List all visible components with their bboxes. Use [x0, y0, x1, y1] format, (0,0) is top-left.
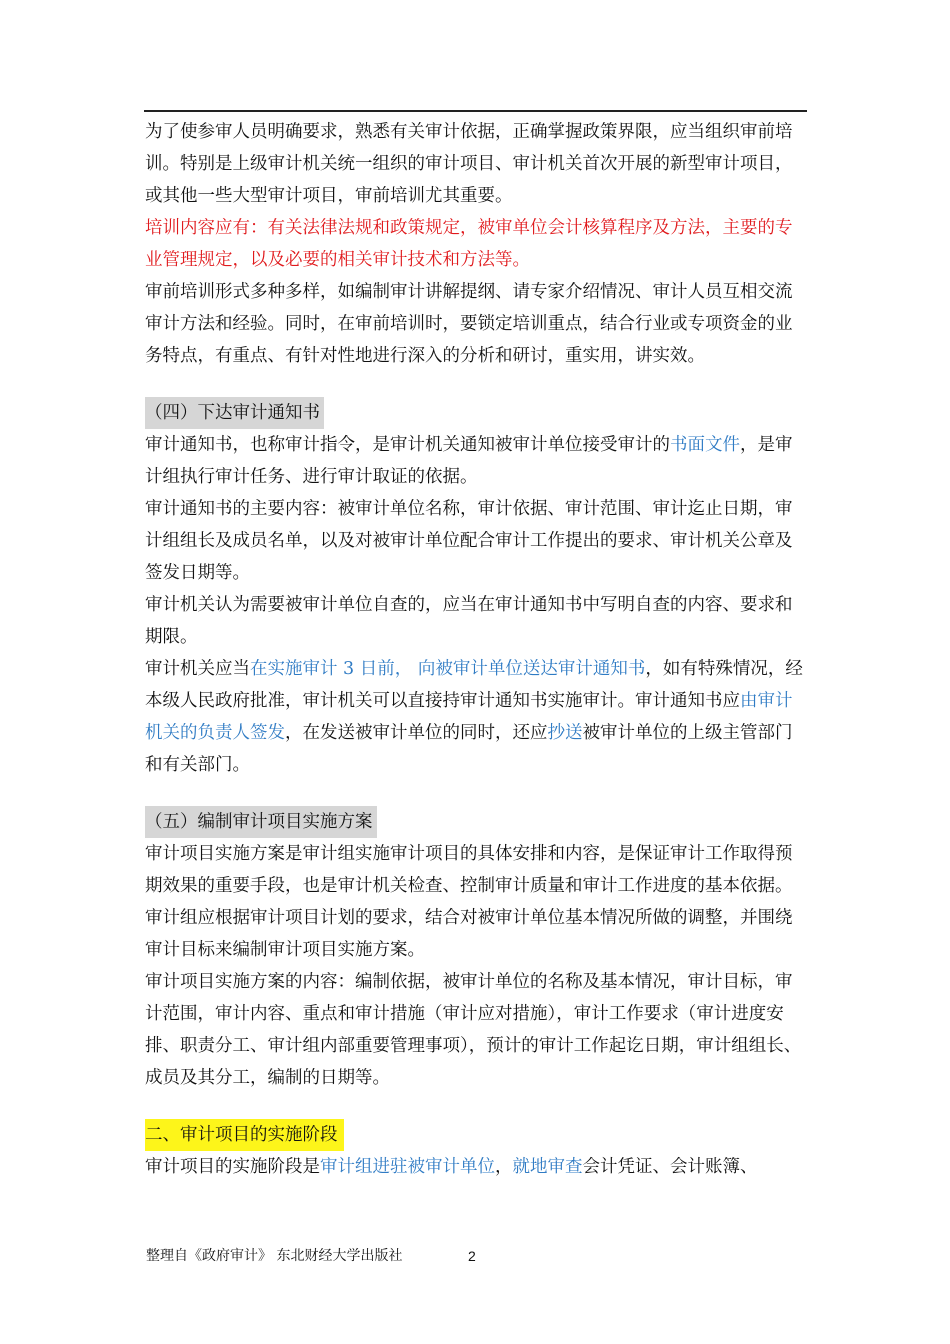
- footer-source: 整理自《政府审计》 东北财经大学出版社: [146, 1248, 403, 1264]
- text-run: 审计项目的实施阶段是: [145, 1157, 320, 1177]
- paragraph-training-forms: 审前培训形式多种多样，如编制审计讲解提纲、请专家介绍情况、审计人员互相交流审计方法和经验。同时，在审前培训时，要锁定培训重点，结合行业或专项资金的业务特点，有重点、有针对性地进行深入的分析和研讨，重实用，讲实效。: [145, 282, 793, 366]
- text-run: ，是审计组执行审计任务、进行审计取证的依据。: [145, 435, 793, 487]
- highlight-written-document: 书面文件: [670, 435, 740, 455]
- text-run: ，如有特殊情况，经本级人民政府批准，审计机关可以直接持审计通知书实施审计。审计通知书应: [145, 659, 803, 711]
- spacer: [145, 372, 807, 397]
- highlight-copy: 抄送: [547, 723, 583, 743]
- text-run: 被审计单位的上级主管部门和有关部门。: [145, 723, 793, 775]
- text-run: 会计凭证、会计账簿、: [582, 1157, 758, 1177]
- chapter-heading-2: [145, 1119, 807, 1151]
- text-run: ，: [495, 1157, 513, 1177]
- paragraph-training-intro: 为了使参审人员明确要求，熟悉有关审计依据，正确掌握政策界限，应当组织审前培训。特别是上级审计机关统一组织的审计项目、审计机关首次开展的新型审计项目，或其他一些大型审计项目，审前培训尤其重要。: [145, 122, 793, 206]
- paragraph-notice-delivery: [145, 653, 807, 781]
- text-run: ，在发送被审计单位的同时，还应: [285, 723, 548, 743]
- document-body: [145, 116, 807, 1183]
- highlight-on-site-review: 就地审查: [512, 1157, 583, 1177]
- highlight-signing: 由审计机关的负责人签发: [145, 691, 793, 743]
- paragraph-notice-definition: [145, 429, 807, 493]
- highlight-entering-unit: 审计组进驻被审计单位: [320, 1157, 495, 1177]
- section-heading-5-text: （五）编制审计项目实施方案: [145, 806, 377, 838]
- highlight-delivery-time: 在实施审计 3 日前， 向被审计单位送达审计通知书: [250, 659, 646, 679]
- paragraph-training-content: 培训内容应有：有关法律法规和政策规定，被审单位会计核算程序及方法，主要的专业管理规定，以及必要的相关审计技术和方法等。: [145, 218, 793, 270]
- paragraph-plan-contents: 审计项目实施方案的内容：编制依据，被审计单位的名称及基本情况，审计目标，审计范围，审计内容、重点和审计措施（审计应对措施），审计工作要求（审计进度安排、职责分工、审计组内部重要管理事项），预计的审计工作起讫日期，审计组组长、成员及其分工，编制的日期等。: [145, 972, 802, 1088]
- section-heading-4: [145, 397, 807, 429]
- paragraph-plan-definition: 审计项目实施方案是审计组实施审计项目的具体安排和内容，是保证审计工作取得预期效果的重要手段，也是审计机关检查、控制审计质量和审计工作进度的基本依据。审计组应根据审计项目计划的要求，结合对被审计单位基本情况所做的调整，并围绕审计目标来编制审计项目实施方案。: [145, 844, 793, 960]
- spacer: [145, 1094, 807, 1119]
- text-run: 审计通知书，也称审计指令，是审计机关通知被审计单位接受审计的: [145, 435, 670, 455]
- paragraph-notice-contents: 审计通知书的主要内容：被审计单位名称，审计依据、审计范围、审计迄止日期，审计组组长及成员名单，以及对被审计单位配合审计工作提出的要求、审计机关公章及签发日期等。: [145, 499, 793, 583]
- paragraph-implementation: [145, 1151, 807, 1183]
- section-heading-5: [145, 806, 807, 838]
- chapter-heading-2-text: 二、审计项目的实施阶段: [145, 1119, 344, 1151]
- text-run: 审计机关应当: [145, 659, 250, 679]
- section-heading-4-text: （四）下达审计通知书: [145, 397, 324, 429]
- page-number: 2: [468, 1248, 476, 1264]
- spacer: [145, 781, 807, 806]
- paragraph-self-check: 审计机关认为需要被审计单位自查的，应当在审计通知书中写明自查的内容、要求和期限。: [145, 595, 793, 647]
- header-rule: [144, 110, 807, 112]
